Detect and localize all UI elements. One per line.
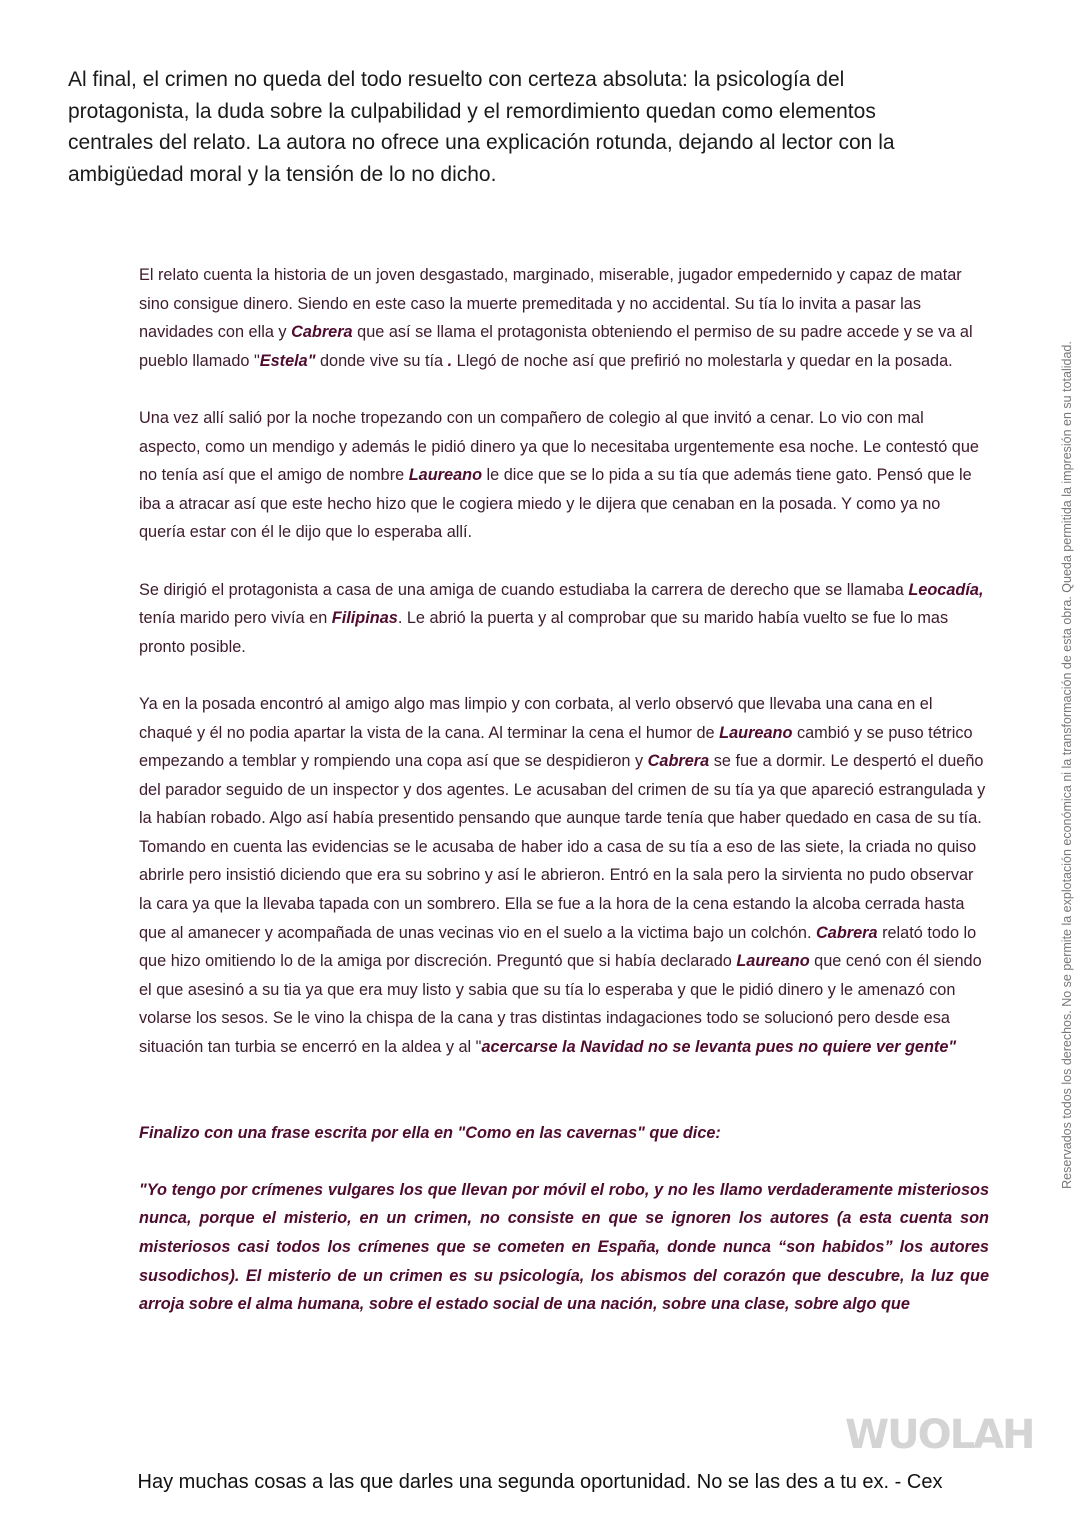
text-segment: que así se llama el protagonista obteniendo el permiso de su padre accede y se va al pueblo llamado " xyxy=(139,323,973,370)
text-segment: El relato cuenta la historia de un joven desgastado, marginado, miserable, jugador empedernido y capaz de matar sino consigue dinero. Siendo en este caso la muerte premeditada y no accidental. Su tía lo invita a pasar las navidades con ella y xyxy=(139,266,962,342)
emphasized-name: Leocadía, xyxy=(908,580,984,599)
text-segment: tenía marido pero vivía en xyxy=(139,609,332,628)
summary-paragraphs xyxy=(139,261,989,1062)
emphasized-name: Cabrera xyxy=(816,923,878,942)
text-segment: Se dirigió el protagonista a casa de una amiga de cuando estudiaba la carrera de derecho que se llamaba xyxy=(139,580,909,599)
text-segment: cambió y se puso tétrico empezando a temblar y rompiendo una copa así que se despidieron y xyxy=(139,723,973,771)
intro-paragraph: Al final, el crimen no queda del todo resuelto con certeza absoluta: la psicología del protagonista, la duda sobre la culpabilidad y el remordimiento quedan como elementos centrales del relato. La autora no ofrece una explicación rotunda, dejando al lector con la ambigüedad moral y la tensión de lo no dicho. xyxy=(68,68,895,186)
paragraph xyxy=(139,261,989,375)
copyright-notice: Reservados todos los derechos. No se permite la explotación económica ni la transformación de esta obra. Queda permitida la impresión en su totalidad. xyxy=(1060,341,1074,1189)
author-quote: "Yo tengo por crímenes vulgares los que llevan por móvil el robo, y no les llamo verdaderamente misteriosos nunca, porque el misterio, en un crimen, no consiste en que se ignoren los autores (a esta cuenta son misteriosos casi todos los crímenes que se cometen en España, donde nunca “son habidos” los autores susodichos). El misterio de un crimen es su psicología, los abismos del corazón que descubre, la luz que arroja sobre el alma humana, sobre el estado social de una nación, sobre una clase, sobre algo que xyxy=(139,1180,989,1314)
text-segment: . Le abrió la puerta y al comprobar que su marido había vuelto se fue lo mas pronto posible. xyxy=(139,609,949,656)
text-segment: Llegó de noche así que prefirió no molestarla y quedar en la posada. xyxy=(452,351,953,370)
wuolah-logo: WUOLAH xyxy=(845,1412,1034,1458)
text-segment: relató todo lo que hizo omitiendo lo de la amiga por discreción. Preguntó que si había declarado xyxy=(139,923,977,971)
emphasized-name: Cabrera xyxy=(647,752,710,771)
paragraph xyxy=(139,576,989,662)
emphasized-name: Cabrera xyxy=(291,323,353,342)
text-segment: que cenó con él siendo el que asesinó a su tia ya que era muy listo y sabia que su tía lo esperaba y que le pidió dinero y le amenazó con volarse los sesos. Se le vino la chispa de la cana y tras distintas indagaciones todo se solucionó pero desde esa situación tan turbia se encerró en la aldea y al " xyxy=(139,952,982,1057)
emphasized-name: acercarse la Navidad no se levanta pues no quiere ver gente" xyxy=(481,1038,957,1057)
emphasized-name: Filipinas xyxy=(331,609,398,628)
text-segment: Ya en la posada encontró al amigo algo mas limpio y con corbata, al verlo observó que llevaba una cana en el chaqué y él no podia apartar la vista de la cana. Al terminar la cena el humor de xyxy=(139,694,933,742)
text-segment: le dice que se lo pida a su tía que además tiene gato. Pensó que le iba a atracar así que este hecho hizo que le cogiera miedo y le dijera que cenaban en la posada. Y como ya no quería estar con él le dijo que lo esperaba allí. xyxy=(139,466,972,542)
emphasized-name: Laureano xyxy=(408,466,483,485)
text-segment: Una vez allí salió por la noche tropezando con un compañero de colegio al que invitó a cenar. Lo vio con mal aspecto, como un mendigo y además le pidió dinero ya que lo necesitaba urgentemente esa noche. Le contestó que no tenía así que el amigo de nombre xyxy=(139,408,979,485)
text-segment: se fue a dormir. Le despertó el dueño del parador seguido de un inspector y dos agentes. Le acusaban del crimen de su tía ya que apareció estrangulada y la habían robado. Algo así había presentido pensando que aunque tarde tenía que haber quedado en casa de su tía. Tomando en cuenta las evidencias se le acusaba de haber ido a casa de su tía a eso de las siete, la criada no quiso abrirle pero insistió diciendo que era su sobrino y así le abrieron. Entró en la sala pero la sirvienta no pudo observar la cara ya que la llevaba tapada con un sombrero. Ella se fue a la hora de la cena estando la alcoba cerrada hasta que al amanecer y acompañada de unas vecinas vio en el suelo a la victima bajo un colchón. xyxy=(139,752,986,942)
emphasized-name: Laureano xyxy=(719,723,793,742)
paragraph xyxy=(139,690,989,1062)
emphasized-name: Estela" xyxy=(259,351,316,370)
footer-ad-text: Hay muchas cosas a las que darles una segunda oportunidad. No se las des a tu ex. - Cex xyxy=(137,1471,943,1493)
paragraph xyxy=(139,404,989,547)
emphasized-name: Laureano xyxy=(736,952,810,971)
text-segment: donde vive su tía xyxy=(315,351,448,370)
emphasized-name: . xyxy=(447,351,453,370)
closing-sentence: Finalizo con una frase escrita por ella en "Como en las cavernas" que dice: xyxy=(139,1123,721,1142)
document-body xyxy=(139,261,989,1347)
